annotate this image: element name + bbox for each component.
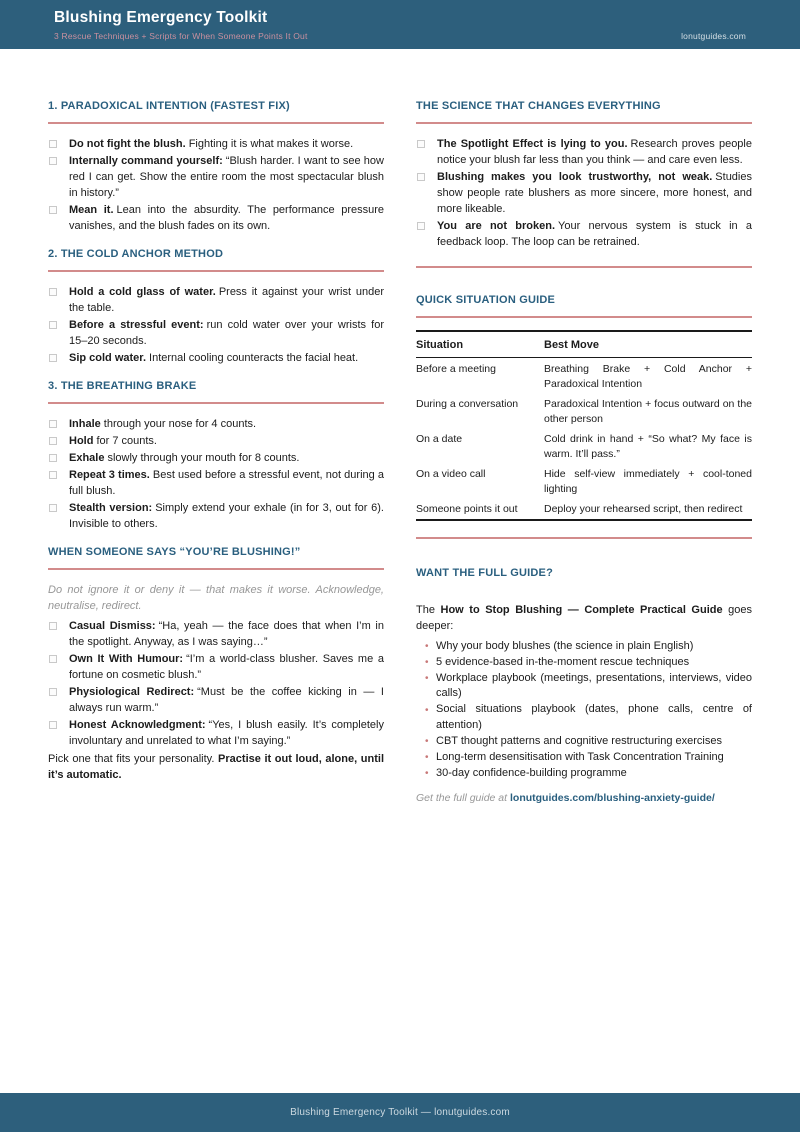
situation-table (416, 330, 752, 521)
checklist-item-text: Sip cold water. Internal cooling counteracts the facial heat. (69, 352, 359, 364)
section-paragraph: The How to Stop Blushing — Complete Practical Guide goes deeper: (416, 603, 752, 632)
table-cell: Before a meeting (416, 363, 496, 375)
header-title-block (54, 9, 308, 41)
checkbox-icon[interactable] (49, 504, 57, 512)
heading-rule (416, 316, 752, 318)
table-cell: On a date (416, 433, 463, 445)
checkbox-icon[interactable] (417, 140, 425, 148)
checklist-item-text: Exhale slowly through your mouth for 8 counts. (69, 452, 300, 464)
checklist-item (48, 202, 384, 234)
checkbox-icon[interactable] (49, 420, 57, 428)
table-row (416, 393, 752, 428)
checklist-item (48, 433, 384, 449)
section-breathing-brake (48, 380, 384, 532)
table-row (416, 358, 752, 394)
heading-rule (48, 402, 384, 404)
table-cell: During a conversation (416, 398, 519, 410)
bullet-list (416, 639, 752, 782)
checklist-item (416, 169, 752, 217)
heading-rule (48, 122, 384, 124)
section-paradoxical-intention (48, 100, 384, 234)
table-row (416, 428, 752, 463)
checklist-item-text: Blushing makes you look trustworthy, not weak. Studies show people rate blushers as more sincere, more honest, and more likeable. (437, 171, 752, 215)
checkbox-icon[interactable] (49, 622, 57, 630)
checkbox-icon[interactable] (49, 140, 57, 148)
checklist-item (416, 136, 752, 168)
checkbox-icon[interactable] (49, 157, 57, 165)
section-heading-someone-says: WHEN SOMEONE SAYS “YOU’RE BLUSHING!” (48, 546, 301, 558)
bullet-item: • Long-term desensitisation with Task Concentration Training (424, 750, 752, 766)
checklist-item-text: Inhale through your nose for 4 counts. (69, 418, 257, 430)
checklist-item-text: Internally command yourself: “Blush harder. I want to see how red I can get. Show the entire room the most spectacular blush in history.” (69, 155, 384, 199)
left-column (48, 100, 384, 818)
heading-rule (48, 270, 384, 272)
table-column-header: Situation (416, 331, 544, 358)
bullet-item: • Social situations playbook (dates, phone calls, centre of attention) (424, 702, 752, 733)
bullet-item: • 5 evidence-based in-the-moment rescue techniques (424, 655, 752, 671)
checkbox-icon[interactable] (49, 288, 57, 296)
bullet-item: • 30-day confidence-building programme (424, 766, 752, 782)
checkbox-icon[interactable] (49, 454, 57, 462)
table-cell: Deploy your rehearsed script, then redirect (544, 503, 743, 515)
checklist-item (48, 684, 384, 716)
section-end-rule (416, 537, 752, 539)
checklist-item-text: The Spotlight Effect is lying to you. Research proves people notice your blush far less than you think — and care even less. (437, 138, 752, 166)
document-body (0, 49, 800, 818)
bullet-item: • CBT thought patterns and cognitive restructuring exercises (424, 734, 752, 750)
bullet-item: • Workplace playbook (meetings, presentations, interviews, video calls) (424, 671, 752, 702)
footer-text: Blushing Emergency Toolkit — lonutguides.com (290, 1107, 510, 1118)
table-header-row (416, 331, 752, 358)
section-outro: Pick one that fits your personality. Practise it out loud, alone, until it’s automatic. (48, 753, 384, 781)
checklist-item (416, 218, 752, 250)
table-cell: Someone points it out (416, 503, 518, 515)
checkbox-icon[interactable] (49, 354, 57, 362)
page-title: Blushing Emergency Toolkit (54, 9, 268, 26)
checklist-item (48, 618, 384, 650)
section-someone-says (48, 546, 384, 783)
section-heading-full-guide: WANT THE FULL GUIDE? (416, 566, 554, 579)
checklist-item-text: Hold a cold glass of water. Press it against your wrist under the table. (69, 286, 384, 314)
checkbox-icon[interactable] (49, 471, 57, 479)
heading-rule (416, 122, 752, 124)
checklist-item (48, 153, 384, 201)
checklist-item (48, 284, 384, 316)
page-footer (0, 1093, 800, 1132)
section-heading-situation-guide: QUICK SITUATION GUIDE (416, 294, 556, 306)
table-cell: Breathing Brake + Cold Anchor + Paradoxical Intention (544, 363, 752, 390)
checklist-item-text: Honest Acknowledgment: “Yes, I blush easily. It’s completely involuntary and unrelated to what I’m saying.” (69, 719, 384, 747)
checkbox-icon[interactable] (49, 206, 57, 214)
checkbox-icon[interactable] (49, 688, 57, 696)
checklist-item-text: Physiological Redirect: “Must be the coffee kicking in — I always run warm.” (69, 686, 384, 714)
checklist-item-text: Repeat 3 times. Best used before a stressful event, not during a full blush. (69, 469, 384, 497)
checkbox-icon[interactable] (417, 173, 425, 181)
checkbox-icon[interactable] (49, 321, 57, 329)
section-science (416, 100, 752, 268)
section-heading-paradoxical-intention: 1. PARADOXICAL INTENTION (FASTEST FIX) (48, 100, 290, 112)
page-header (0, 0, 800, 49)
checklist-item-text: Do not fight the blush. Fighting it is what makes it worse. (69, 138, 354, 150)
checklist-item-text: Hold for 7 counts. (69, 435, 157, 447)
checklist-item-text: You are not broken. Your nervous system is stuck in a feedback loop. The loop can be retrained. (437, 220, 752, 248)
section-heading-breathing-brake: 3. THE BREATHING BRAKE (48, 380, 197, 392)
table-row (416, 463, 752, 498)
table-cell: On a video call (416, 468, 486, 480)
checklist-item (48, 317, 384, 349)
guide-footnote: Get the full guide at lonutguides.com/blushing-anxiety-guide/ (416, 792, 715, 804)
checklist-item (48, 416, 384, 432)
checklist-item (48, 350, 384, 366)
section-intro: Do not ignore it or deny it — that makes it worse. Acknowledge, neutralise, redirect. (48, 584, 384, 612)
right-column (416, 100, 752, 818)
page-subtitle: 3 Rescue Techniques + Scripts for When Someone Points It Out (54, 31, 308, 41)
checkbox-icon[interactable] (49, 721, 57, 729)
checklist-item (48, 450, 384, 466)
section-heading-cold-anchor: 2. THE COLD ANCHOR METHOD (48, 248, 224, 260)
checklist-item (48, 136, 384, 152)
section-heading-science: THE SCIENCE THAT CHANGES EVERYTHING (416, 100, 661, 112)
checklist-item (48, 717, 384, 749)
checklist-item-text: Mean it. Lean into the absurdity. The performance pressure vanishes, and the blush fades on its own. (69, 204, 384, 232)
checklist-item (48, 500, 384, 532)
table-cell: Hide self-view immediately + cool-toned lighting (544, 468, 752, 495)
checklist-item (48, 651, 384, 683)
bullet-item: • Why your body blushes (the science in plain English) (424, 639, 752, 655)
heading-rule (48, 568, 384, 570)
table-column-header: Best Move (544, 331, 752, 358)
section-cold-anchor (48, 248, 384, 366)
guide-url-link[interactable]: lonutguides.com/blushing-anxiety-guide/ (509, 792, 715, 804)
checkbox-icon[interactable] (417, 222, 425, 230)
checklist-item-text: Stealth version: Simply extend your exhale (in for 3, out for 6). Invisible to others. (69, 502, 384, 530)
table-row (416, 498, 752, 520)
section-full-guide (416, 567, 752, 805)
checklist-item-text: Casual Dismiss: “Ha, yeah — the face does that when I’m in the spotlight. Anyway, as I was saying…” (69, 620, 384, 648)
checklist-item-text: Before a stressful event: run cold water over your wrists for 15–20 seconds. (69, 319, 384, 347)
table-cell: Cold drink in hand + “So what? My face is warm. It’ll pass.” (544, 433, 752, 460)
checkbox-icon[interactable] (49, 655, 57, 663)
checklist-item (48, 467, 384, 499)
header-site-link[interactable]: lonutguides.com (681, 31, 746, 41)
table-cell: Paradoxical Intention + focus outward on the other person (544, 398, 752, 425)
checkbox-icon[interactable] (49, 437, 57, 445)
section-situation-guide (416, 294, 752, 539)
checklist-item-text: Own It With Humour: “I’m a world-class blusher. Saves me a fortune on cosmetic blush.” (69, 653, 384, 681)
section-end-rule (416, 266, 752, 268)
